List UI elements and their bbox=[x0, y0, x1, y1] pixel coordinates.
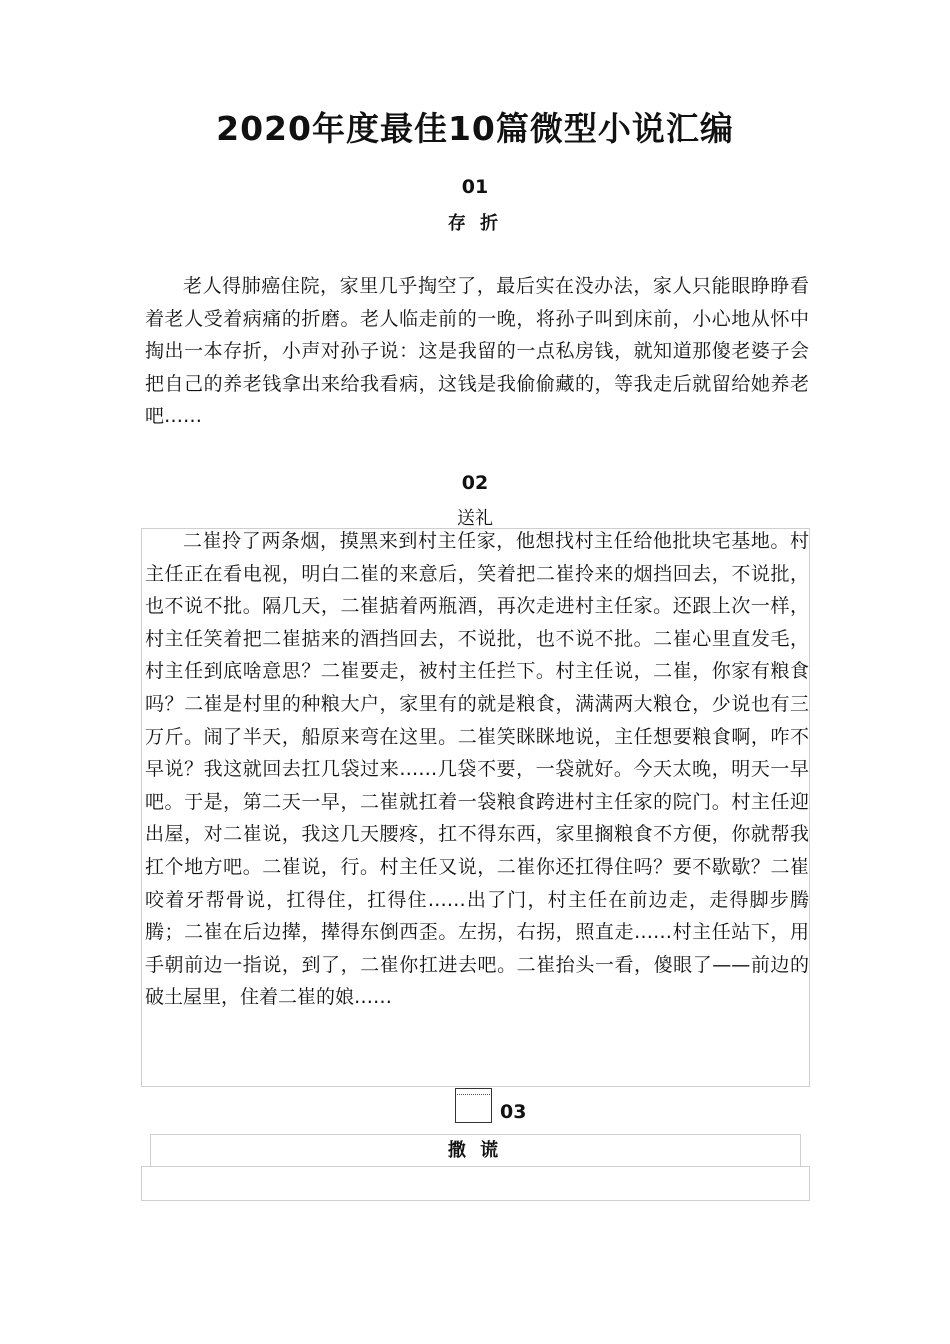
story-2-title: 送礼 bbox=[457, 508, 493, 529]
document-title: 2020年度最佳10篇微型小说汇编 bbox=[216, 109, 734, 148]
story-2-text: 二崔拎了两条烟，摸黑来到村主任家，他想找村主任给他批块宅基地。村主任正在看电视，明白二崔的来意后，笑着把二崔拎来的烟挡回去，不说批，也不说不批。隔几天，二崔掂着两瓶酒，再次走进村主任家。还跟上次一样，村主任笑着把二崔掂来的酒挡回去，不说批，也不说不批。二崔心里直发毛，村主任到底啥意思？二崔要走，被村主任拦下。村主任说，二崔，你家有粮食吗？二崔是村里的种粮大户，家里有的就是粮食，满满两大粮仓，少说也有三万斤。闹了半天，船原来弯在这里。二崔笑眯眯地说，主任想要粮食啊，咋不早说？我这就回去扛几袋过来……几袋不要，一袋就好。今天太晚，明天一早吧。于是，第二天一早，二崔就扛着一袋粮食跨进村主任家的院门。村主任迎出屋，对二崔说，我这几天腰疼，扛不得东西，家里搁粮食不方便，你就帮我扛个地方吧。二崔说，行。村主任又说，二崔你还扛得住吗？要不歇歇？二崔咬着牙帮骨说，扛得住，扛得住……出了门，村主任在前边走，走得脚步腾腾；二崔在后边撵，撵得东倒西歪。左拐，右拐，照直走……村主任站下，用手朝前边一指说，到了，二崔你扛进去吧。二崔抬头一看，傻眼了——前边的破土屋里，住着二崔的娘…… bbox=[145, 530, 809, 1009]
story-2-number: 02 bbox=[461, 472, 489, 494]
story-1-number: 01 bbox=[461, 176, 489, 198]
embedded-image-placeholder bbox=[455, 1088, 492, 1123]
story-3-title: 撒 谎 bbox=[447, 1140, 503, 1161]
story-1-title: 存 折 bbox=[447, 213, 503, 234]
story-1-text: 老人得肺癌住院，家里几乎掏空了，最后实在没办法，家人只能眼睁睁看着老人受着病痛的折磨。老人临走前的一晚，将孙子叫到床前，小心地从怀中掏出一本存折，小声对孙子说：这是我留的一点私房钱，就知道那傻老婆子会把自己的养老钱拿出来给我看病，这钱是我偷偷藏的，等我走后就留给她养老吧…… bbox=[145, 275, 809, 428]
story-3-frame-bottom bbox=[141, 1166, 810, 1201]
story-3-number: 03 bbox=[500, 1101, 527, 1123]
